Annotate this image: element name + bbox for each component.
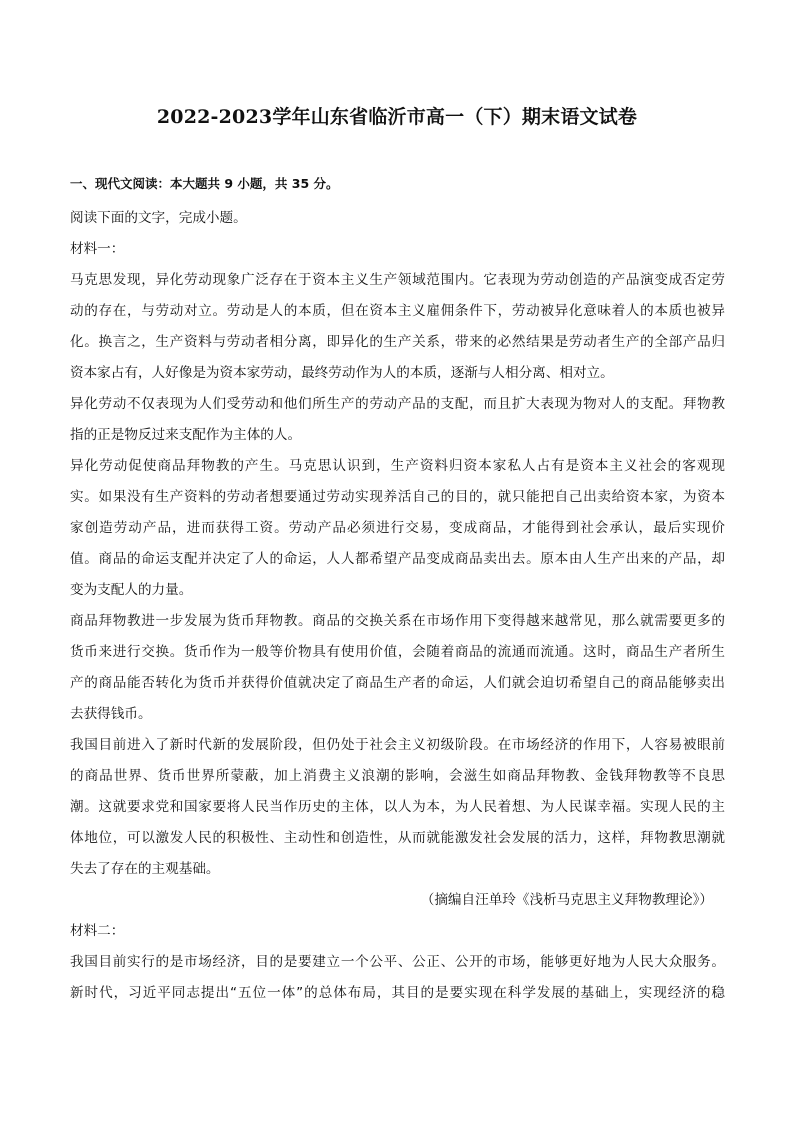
paragraph-line: 失去了存在的主观基础。 [70,861,220,877]
paragraph-line: 的商品世界、货币世界所蒙蔽，加上消费主义浪潮的影响，会滋生如商品拜物教、金钱拜物教等不良思 [70,768,725,784]
paragraph-line: 资本家占有，人好像是为资本家劳动，最终劳动作为人的本质，逐渐与人相分离、相对立。 [70,365,614,381]
paragraph-line: 实。如果没有生产资料的劳动者想要通过劳动实现养活自己的目的，就只能把自己出卖给资本家，为资本 [70,489,725,505]
paragraph-line: 体地位，可以激发人民的积极性、主动性和创造性，从而就能激发社会发展的活力，这样，拜物教思潮就 [70,830,725,846]
paragraph-line: 异化劳动不仅表现为人们受劳动和他们所生产的劳动产品的支配，而且扩大表现为物对人的支配。拜物教 [70,396,725,412]
reading-passage [70,203,725,1009]
section-heading: 一、现代文阅读：本大题共 9 小题，共 35 分。 [70,176,339,191]
paragraph-line: 指的正是物反过来支配作为主体的人。 [70,427,302,443]
paragraph-line: 潮。这就要求党和国家要将人民当作历史的主体，以人为本，为人民着想、为人民谋幸福。实现人民的主 [70,799,725,815]
paragraph-line: 马克思发现，异化劳动现象广泛存在于资本主义生产领域范围内。它表现为劳动创造的产品演变成否定劳 [70,272,725,288]
paragraph-line: 值。商品的命运支配并决定了人的命运，人人都希望产品变成商品卖出去。原本由人生产出来的产品，却 [70,551,725,567]
paragraph-line: 动的存在，与劳动对立。劳动是人的本质，但在资本主义雇佣条件下，劳动被异化意味着人的本质也被异 [70,303,725,319]
document-title: 2022-2023学年山东省临沂市高一（下）期末语文试卷 [156,106,638,128]
paragraph-line: 我国目前实行的是市场经济，目的是要建立一个公平、公正、公开的市场，能够更好地为人民大众服务。 [70,954,725,970]
material-label: 材料一： [70,241,125,257]
paragraph-line: 变为支配人的力量。 [70,582,193,598]
paragraph-line: 异化劳动促使商品拜物教的产生。马克思认识到，生产资料归资本家私人占有是资本主义社会的客观现 [70,458,725,474]
paragraph-line: 化。换言之，生产资料与劳动者相分离，即异化的生产关系，带来的必然结果是劳动者生产的全部产品归 [70,334,725,350]
paragraph-line: 新时代，习近平同志提出“五位一体”的总体布局，其目的是要实现在科学发展的基础上，实现经济的稳 [70,985,725,1001]
paragraph-line: 产的商品能否转化为货币并获得价值就决定了商品生产者的命运，人们就会迫切希望自己的商品能够卖出 [70,675,725,691]
paragraph-line: 我国目前进入了新时代新的发展阶段，但仍处于社会主义初级阶段。在市场经济的作用下，人容易被眼前 [70,737,725,753]
source-citation: （摘编自汪单玲《浅析马克思主义拜物教理论》） [420,892,713,908]
material-label: 材料二： [70,923,125,939]
instruction-line: 阅读下面的文字，完成小题。 [70,210,247,226]
paragraph-line: 家创造劳动产品，进而获得工资。劳动产品必须进行交易，变成商品，才能得到社会承认，最后实现价 [70,520,725,536]
paragraph-line: 货币来进行交换。货币作为一般等价物具有使用价值，会随着商品的流通而流通。这时，商品生产者所生 [70,644,725,660]
paragraph-line: 去获得钱币。 [70,706,152,722]
paragraph-line: 商品拜物教进一步发展为货币拜物教。商品的交换关系在市场作用下变得越来越常见，那么就需要更多的 [70,613,725,629]
